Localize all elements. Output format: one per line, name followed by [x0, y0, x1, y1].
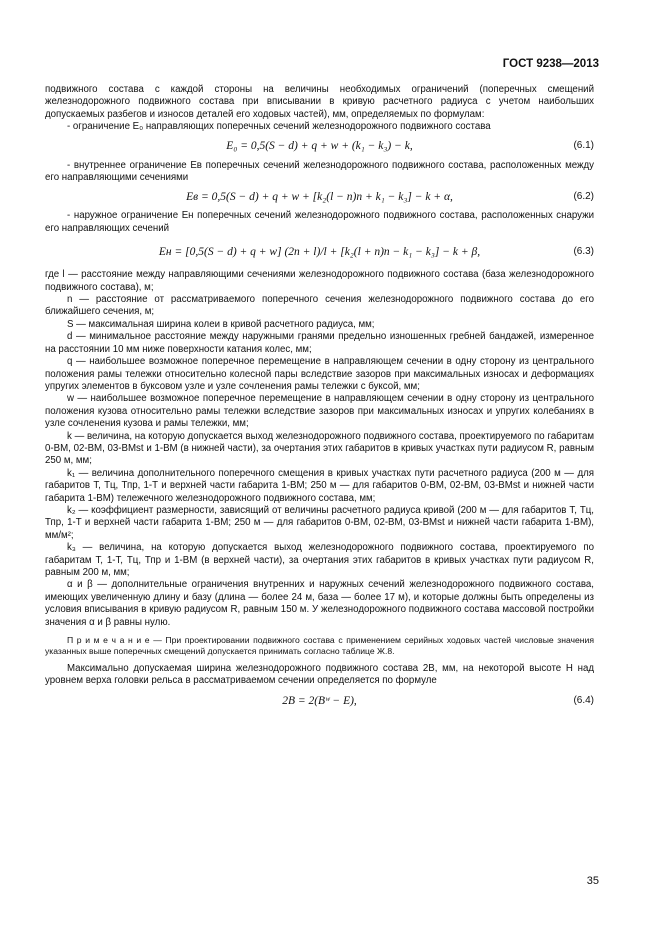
- formula-expression: 2B = 2(Bʷ − E),: [282, 694, 357, 707]
- paragraph: подвижного состава с каждой стороны на величины необходимых ограничений (поперечных смещений железнодорожного подвижного состава при вписывании в кривую расчетного радиуса с учетом наибольших допускаемых разбегов и износов деталей его ходовых частей), мм, определяемых по формулам:: [45, 84, 594, 120]
- document-header: ГОСТ 9238—2013: [502, 58, 599, 70]
- formula-6-3: [45, 235, 594, 269]
- formula-expression: Eв = 0,5(S − d) + q + w + [k₂(l − n)n + k₁ − k₃] − k + α,: [186, 191, 453, 204]
- formula-expression: E₀ = 0,5(S − d) + q + w + (k₁ − k₃) − k,: [226, 140, 413, 153]
- definition-n: n — расстояние от рассматриваемого поперечного сечения железнодорожного подвижного состава до его ближайшего сечения, м;: [45, 294, 594, 318]
- paragraph: - ограничение E₀ направляющих поперечных сечений железнодорожного подвижного состава: [67, 121, 491, 133]
- paragraph: Максимально допускаемая ширина железнодорожного подвижного состава 2В, мм, на некоторой высоте Н над уровнем верха головки рельса в рассматриваемом сечении определяется по формуле: [45, 663, 594, 687]
- formula-6-4: [45, 688, 594, 714]
- equation-number: (6.4): [573, 694, 594, 706]
- paragraph: - внутреннее ограничение Eв поперечных сечений железнодорожного подвижного состава, расположенных между его направляющими сечениями: [45, 159, 594, 184]
- definition-k3: k₃ — величина, на которую допускается выход железнодорожного подвижного состава, проектируемого по габаритам Т, 1-Т, Тц, Тпр и 1-ВМ (в верхней части), за очертания этих габаритов в кривых участках пути радиусом R, равным 200 м, мм;: [45, 542, 594, 578]
- definition-alpha-beta: α и β — дополнительные ограничения внутренних и наружных сечений железнодорожного подвижного состава, имеющих увеличенную длину и базу (длина — более 24 м, база — более 17 м), и которые должны быть определены из условия вписывания в кривую радиусом R, равным 150 м. У железнодорожного подвижного состава массовой постройки значения α и β равны нулю.: [45, 579, 594, 628]
- equation-number: (6.3): [573, 246, 594, 258]
- definition-w: w — наибольшее возможное поперечное перемещение в направляющем сечении в одну сторону из центрального положения кузова относительно рамы тележки вследствие зазоров при максимальных износах и упругих колебаниях в узле сочленения кузова и рамы тележки, мм;: [45, 393, 594, 430]
- definition-k: k — величина, на которую допускается выход железнодорожного подвижного состава, проектируемого по габаритам 0-ВМ, 02-ВМ, 03-ВМst и 1-ВМ (в нижней части), за очертания этих габаритов в кривых участках пути радиусом R, равным 250 м, мм;: [45, 430, 594, 467]
- paragraph: - наружное ограничение Eн поперечных сечений железнодорожного подвижного состава, расположенных снаружи его направляющих сечений: [45, 210, 594, 234]
- formula-expression: Eн = [0,5(S − d) + q + w] (2n + l)/l + [k₂(l + n)n − k₁ − k₃] − k + β,: [158, 246, 481, 259]
- equation-number: (6.1): [573, 140, 594, 152]
- definition-k1: k₁ — величина дополнительного поперечного смещения в кривых участках пути расчетного радиуса (200 м — для габаритов Т, Тц, Тпр, 1-Т и верхней части габарита 1-ВМ; 250 м — для габаритов 0-ВМ, 02-ВМ, 03-ВМst и нижней части габарита 1-ВМ) тележечного железнодорожного подвижного состава, мм;: [45, 467, 594, 504]
- definition-S: S — максимальная ширина колеи в кривой расчетного радиуса, мм;: [67, 318, 375, 330]
- formula-6-1: [45, 134, 594, 160]
- definition-k2: k₂ — коэффициент размерности, зависящий от величины расчетного радиуса кривой (200 м — для габаритов Т, Тц, Тпр, 1-Т и верхней части габарита 1-ВМ; 250 м — для габаритов 0-ВМ, 02-ВМ, 03-ВМst и нижней части габарита 1-ВМ), мм/м²;: [45, 504, 594, 541]
- document-body: [45, 84, 594, 714]
- note: П р и м е ч а н и е — При проектировании подвижного состава с применением серийных ходовых частей числовые значения указанных выше поперечных смещений допускается принимать согласно таблице Ж.8.: [45, 635, 594, 657]
- formula-6-2: [45, 184, 594, 210]
- definition-q: q — наибольшее возможное поперечное перемещение в направляющем сечении в одну сторону из центрального положения рамы тележки относительно колесной пары вследствие зазоров при максимальных износах и деформациях упругих элементов в буксовом узле и узле сочленения рамы тележки с буксой, мм;: [45, 356, 594, 392]
- definition-d: d — минимальное расстояние между наружными гранями предельно изношенных гребней бандажей, измеренное на расстоянии 10 мм ниже поверхности катания колес, мм;: [45, 331, 594, 355]
- page-number: 35: [586, 875, 599, 887]
- equation-number: (6.2): [573, 191, 594, 203]
- definition-l: где l — расстояние между направляющими сечениями железнодорожного подвижного состава (база железнодорожного подвижного состава), м;: [45, 269, 594, 293]
